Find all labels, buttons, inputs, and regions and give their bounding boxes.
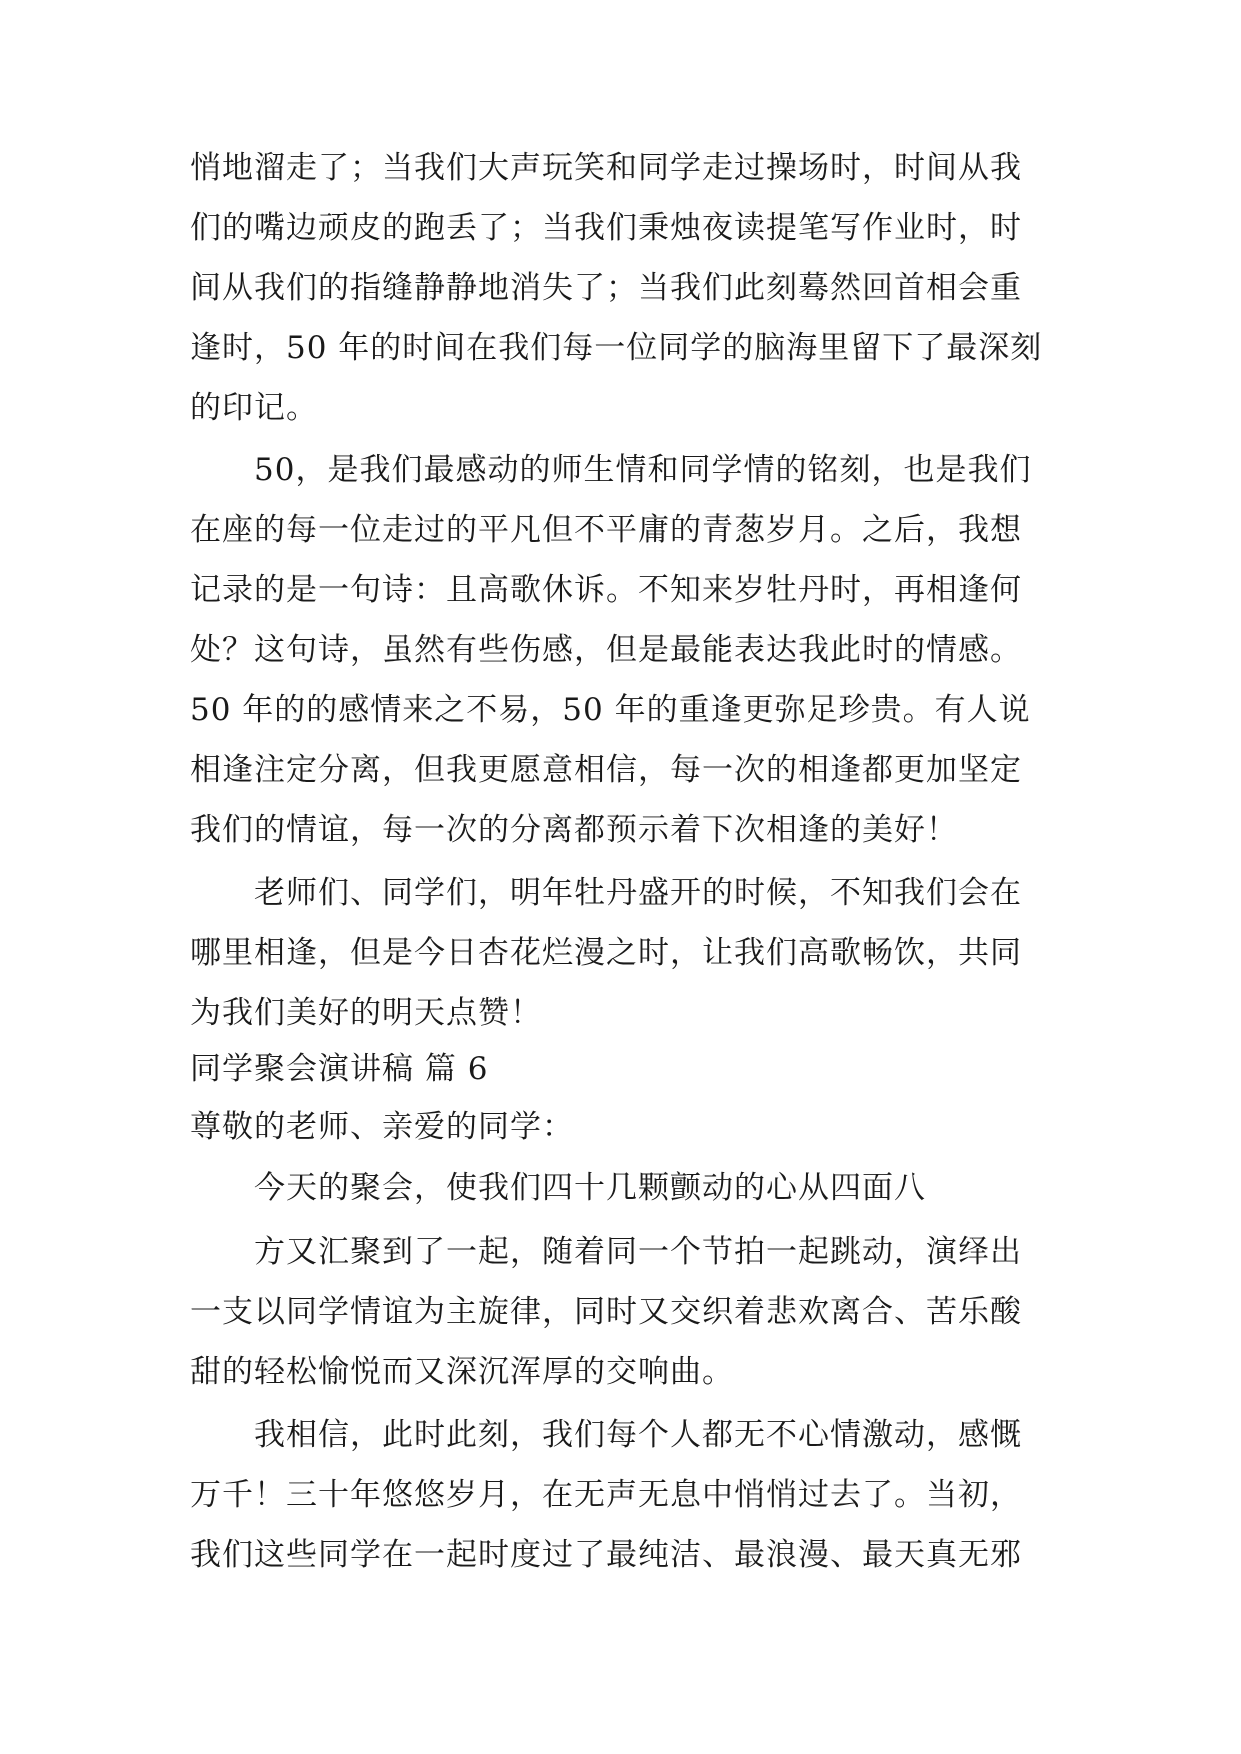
section-heading: 同学聚会演讲稿 篇 6: [190, 1051, 489, 1087]
text-line: 相逢注定分离，但我更愿意相信，每一次的相逢都更加坚定: [190, 752, 1022, 788]
text-line: 甜的轻松愉悦而又深沉浑厚的交响曲。: [190, 1354, 734, 1390]
text-line: 记录的是一句诗：且高歌休诉。不知来岁牡丹时，再相逢何: [190, 572, 1022, 608]
paragraph-first-line: 方又汇聚到了一起，随着同一个节拍一起跳动，演绎出: [254, 1234, 1022, 1270]
text-line: 的印记。: [190, 390, 318, 426]
paragraph-first-line: 我相信，此时此刻，我们每个人都无不心情激动，感慨: [254, 1417, 1022, 1453]
salutation: 尊敬的老师、亲爱的同学：: [190, 1109, 574, 1145]
paragraph-first-line: 今天的聚会，使我们四十几颗颤动的心从四面八: [254, 1170, 926, 1206]
text-line: 逢时，50 年的时间在我们每一位同学的脑海里留下了最深刻: [190, 330, 1043, 366]
paragraph-first-line: 50，是我们最感动的师生情和同学情的铭刻，也是我们: [254, 452, 1032, 488]
text-line: 哪里相逢，但是今日杏花烂漫之时，让我们高歌畅饮，共同: [190, 935, 1022, 971]
text-line: 悄地溜走了；当我们大声玩笑和同学走过操场时，时间从我: [190, 150, 1022, 186]
text-line: 为我们美好的明天点赞！: [190, 995, 542, 1031]
text-line: 在座的每一位走过的平凡但不平庸的青葱岁月。之后，我想: [190, 512, 1022, 548]
text-line: 间从我们的指缝静静地消失了；当我们此刻蓦然回首相会重: [190, 270, 1022, 306]
text-line: 万千！三十年悠悠岁月，在无声无息中悄悄过去了。当初，: [190, 1477, 1022, 1513]
text-line: 我们这些同学在一起时度过了最纯洁、最浪漫、最天真无邪: [190, 1537, 1022, 1573]
text-line: 50 年的的感情来之不易，50 年的重逢更弥足珍贵。有人说: [190, 692, 1031, 728]
text-line: 处？这句诗，虽然有些伤感，但是最能表达我此时的情感。: [190, 632, 1022, 668]
text-line: 们的嘴边顽皮的跑丢了；当我们秉烛夜读提笔写作业时，时: [190, 210, 1022, 246]
paragraph-first-line: 老师们、同学们，明年牡丹盛开的时候，不知我们会在: [254, 875, 1022, 911]
text-line: 一支以同学情谊为主旋律，同时又交织着悲欢离合、苦乐酸: [190, 1294, 1022, 1330]
text-line: 我们的情谊，每一次的分离都预示着下次相逢的美好！: [190, 812, 958, 848]
